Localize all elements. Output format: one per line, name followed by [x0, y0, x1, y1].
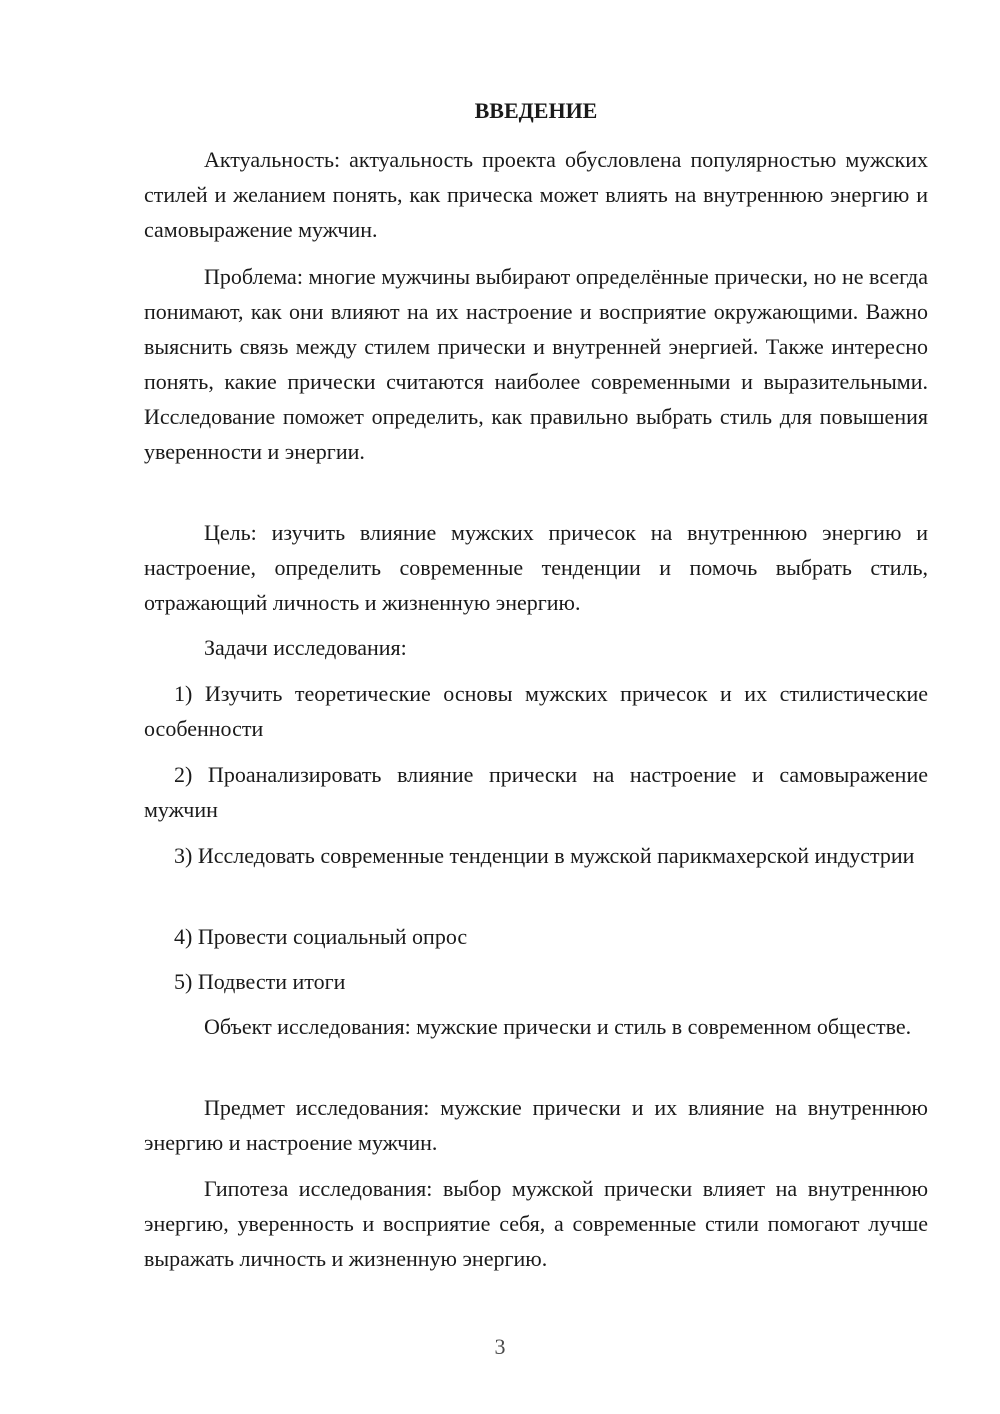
task-item-1: 1) Изучить теоретические основы мужских причесок и их стилистические особенности [144, 681, 928, 741]
task-item-3: 3) Исследовать современные тенденции в мужской парикмахерской индустрии [174, 843, 915, 868]
page-title: ВВЕДЕНИЕ [474, 98, 598, 123]
relevance-paragraph: Актуальность: актуальность проекта обусловлена популярностью мужских стилей и желанием понять, как прическа может влиять на внутреннюю энергию и самовыражение мужчин. [144, 147, 928, 242]
task-item-2: 2) Проанализировать влияние прически на настроение и самовыражение мужчин [144, 762, 928, 822]
goal-paragraph: Цель: изучить влияние мужских причесок на внутреннюю энергию и настроение, определить современные тенденции и помочь выбрать стиль, отражающий личность и жизненную энергию. [144, 520, 928, 615]
problem-paragraph: Проблема: многие мужчины выбирают определённые прически, но не всегда понимают, как они влияют на их настроение и восприятие окружающими. Важно выяснить связь между стилем прически и внутренней энергией. Также интересно понять, какие прически считаются наиболее современными и выразительными. Исследование поможет определить, как правильно выбрать стиль для повышения уверенности и энергии. [144, 264, 928, 464]
page-number: 3 [494, 1334, 506, 1359]
tasks-heading: Задачи исследования: [204, 635, 407, 660]
hypothesis-paragraph: Гипотеза исследования: выбор мужской прически влияет на внутреннюю энергию, уверенность и восприятие себя, а современные стили помогают лучше выражать личность и жизненную энергию. [144, 1176, 928, 1271]
task-item-4: 4) Провести социальный опрос [174, 924, 468, 949]
task-item-5: 5) Подвести итоги [174, 969, 346, 994]
subject-paragraph: Предмет исследования: мужские прически и их влияние на внутреннюю энергию и настроение мужчин. [144, 1095, 928, 1155]
object-paragraph: Объект исследования: мужские прически и стиль в современном обществе. [204, 1014, 912, 1039]
